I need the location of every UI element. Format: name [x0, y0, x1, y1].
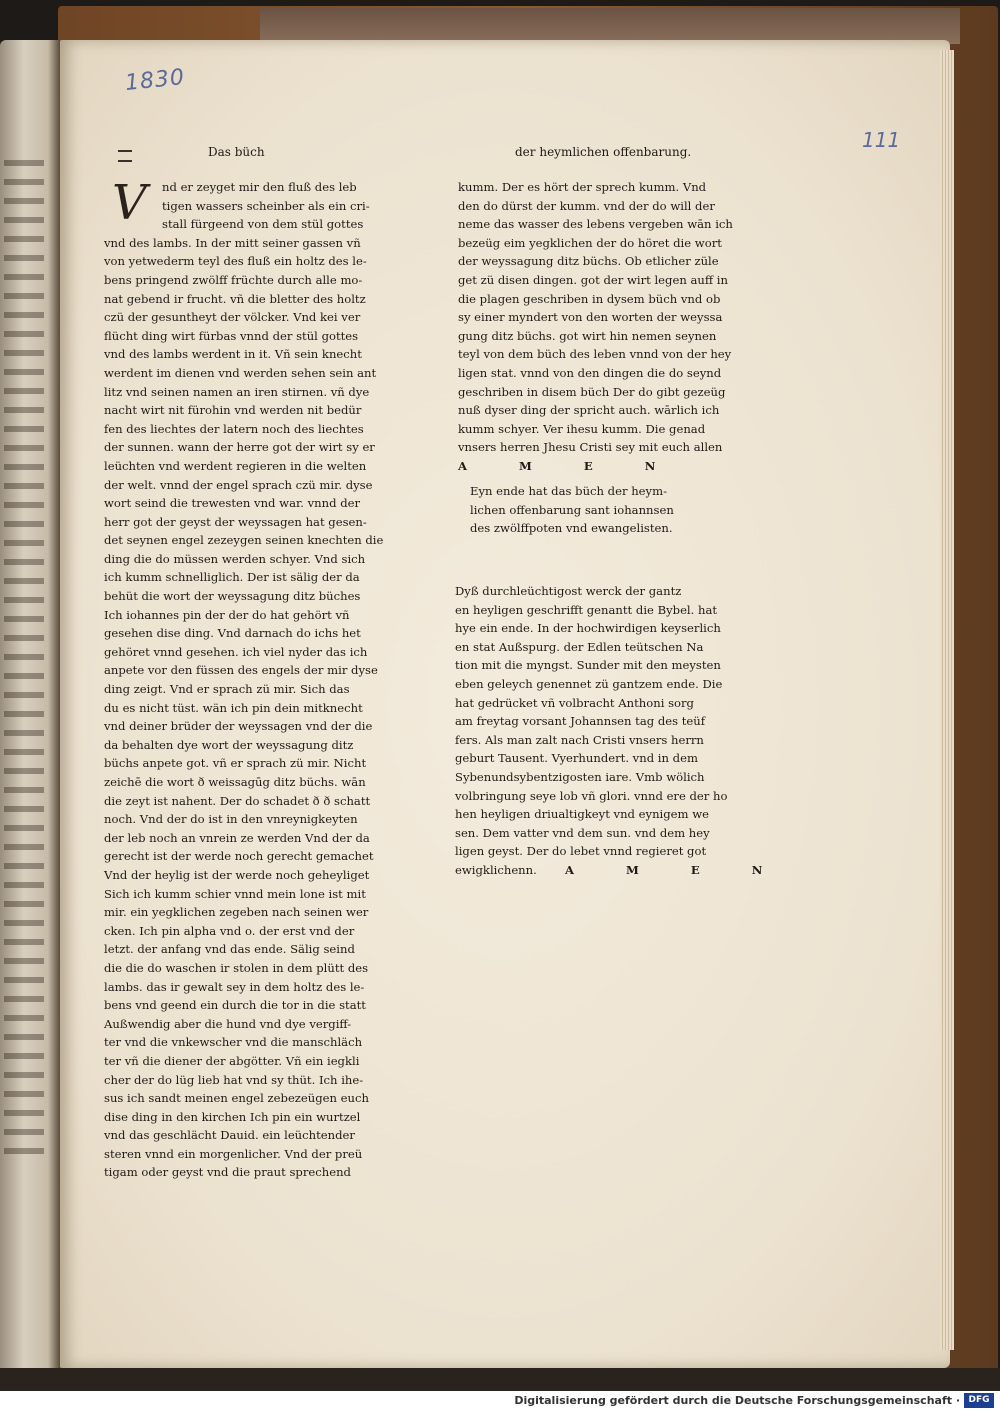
text-line: vnd des lambs werdent in it. Vñ sein knecht — [104, 347, 362, 362]
text-line: vnsers herren Jhesu Cristi sey mit euch allen — [458, 440, 723, 455]
text-line: en heyligen geschrifft genantt die Bybel. hat — [455, 602, 718, 617]
text-line: neme das wasser des lebens vergeben wān ich — [458, 217, 733, 232]
text-line: ewigklichenn. — [455, 862, 537, 877]
text-line: Ich iohannes pin der der do hat gehört vñ — [104, 607, 350, 622]
text-line: litz vnd seinen namen an iren stirnen. vñ dye — [104, 384, 370, 399]
pencil-shelfmark: 1830 — [123, 64, 187, 97]
text-line: gerecht ist der werde noch gerecht gemachet — [104, 849, 374, 864]
funding-credit: Digitalisierung gefördert durch die Deutsche Forschungsgemeinschaft · — [514, 1394, 960, 1407]
text-line: Sybenundsybentzigosten iare. Vmb wölich — [455, 769, 705, 784]
text-line: mir. ein yegklichen zegeben nach seinen wer — [104, 905, 369, 920]
text-line: ter vnd die vnkewscher vnd die manschläch — [104, 1035, 363, 1050]
text-line: ligen stat. vnnd von den dingen die do seynd — [458, 365, 722, 380]
text-line: vnd deiner brüder der weyssagen vnd der die — [104, 719, 373, 734]
text-line: herr got der geyst der weyssagen hat gesen- — [104, 514, 367, 529]
text-line: vnd das geschlächt Dauid. ein leüchtender — [104, 1128, 355, 1143]
text-line: die die do waschen ir stolen in dem plütt des — [104, 960, 369, 975]
text-line: fen des liechtes der latern noch des liechtes — [104, 421, 364, 436]
amen-line: A M E N — [458, 458, 680, 473]
text-line: eben geleych genennet zü gantzem ende. Die — [455, 676, 723, 691]
text-line: en stat Außspurg. der Edlen teütschen Na — [455, 639, 704, 654]
text-line: Außwendig aber die hund vnd dye vergiff- — [104, 1016, 352, 1031]
left-page-text-fragment — [4, 160, 44, 1160]
text-line: anpete vor den füssen des engels der mir dyse — [104, 663, 378, 678]
text-line: bens vnd geend ein durch die tor in die statt — [104, 998, 366, 1013]
text-line: gung ditz büchs. got wirt hin nemen seynen — [458, 328, 717, 343]
text-line: hye ein ende. In der hochwirdigen keyserlich — [455, 621, 721, 636]
footer-bar — [0, 1391, 1000, 1411]
text-line: büchs anpete got. vñ er sprach zü mir. Nicht — [104, 756, 367, 771]
text-line: die zeyt ist nahent. Der do schadet ð ð schatt — [104, 793, 371, 808]
text-line: tigen wassers scheinber als ein cri- — [162, 198, 370, 213]
text-line: geschriben in disem büch Der do gibt gezeüg — [458, 384, 726, 399]
text-line: zeichē die wort ð weissagūg ditz büchs. wān — [104, 775, 366, 789]
text-line: steren vnnd ein morgenlicher. Vnd der preü — [104, 1146, 363, 1161]
amen-line: A M E N — [565, 862, 787, 877]
text-line: nat gebend ir frucht. vñ die bletter des holtz — [104, 291, 366, 306]
text-line: geburt Tausent. Vyerhundert. vnd in dem — [455, 751, 698, 766]
text-line: kumm. Der es hört der sprech kumm. Vnd — [458, 180, 707, 194]
text-line: lambs. das ir gewalt sey in dem holtz des le- — [104, 979, 365, 994]
margin-dash — [118, 160, 132, 162]
left-page-edge — [0, 40, 60, 1380]
text-line: det seynen engel zezeygen seinen knechten die — [104, 533, 384, 548]
text-line: hat gedrücket vñ volbracht Anthoni sorg — [455, 695, 694, 710]
text-column-left — [104, 175, 384, 1182]
text-line: ding die do müssen werden schyer. Vnd sich — [104, 551, 366, 566]
text-line: volbringung seye lob vñ glori. vnnd ere der ho — [455, 788, 728, 803]
pencil-folio-number: 111 — [862, 128, 901, 152]
text-line: Sich ich kumm schier vnnd mein lone ist mit — [104, 886, 366, 901]
running-header-right: der heymlichen offenbarung. — [515, 145, 692, 159]
text-line: der sunnen. wann der herre got der wirt sy er — [104, 440, 375, 455]
text-line: hen heyligen driualtigkeyt vnd eynigem we — [455, 807, 709, 822]
text-column-right — [458, 178, 733, 476]
text-line: sus ich sandt meinen engel zebezeügen euch — [104, 1091, 369, 1106]
text-line: gesehen dise ding. Vnd darnach do ichs het — [104, 626, 361, 641]
dfg-logo: DFG — [964, 1393, 994, 1408]
cover-top-edge — [260, 8, 960, 44]
text-line: get zü disen dingen. got der wirt legen auff in — [458, 272, 728, 287]
text-line: noch. Vnd der do ist in den vnreynigkeyten — [104, 812, 358, 827]
text-line: Dyß durchleüchtigost werck der gantz — [455, 584, 682, 598]
text-line: den do dürst der kumm. vnd der do will der — [458, 198, 715, 213]
text-line: dise ding in den kirchen Ich pin ein wurtzel — [104, 1109, 361, 1124]
text-line: leüchten vnd werdent regieren in die welten — [104, 458, 367, 473]
colophon-end-of-book — [470, 482, 674, 538]
page-fore-edge — [940, 50, 954, 1350]
running-header-left: Das büch — [208, 145, 265, 159]
text-line: der welt. vnnd der engel sprach czü mir. dyse — [104, 477, 373, 492]
text-line: Vnd der heylig ist der werde noch geheyliget — [104, 867, 370, 882]
text-line: flücht ding wirt fürbas vnnd der stül gottes — [104, 328, 359, 343]
text-line: du es nicht tüst. wän ich pin dein mitknecht — [104, 700, 363, 715]
text-line: vnd des lambs. In der mitt seiner gassen vñ — [104, 235, 361, 250]
text-line: werdent im dienen vnd werden sehen sein ant — [104, 365, 377, 380]
text-line: des zwölffpoten vnd ewangelisten. — [470, 521, 673, 536]
text-line: bens pringend zwölff früchte durch alle mo- — [104, 272, 363, 287]
text-line: tion mit die myngst. Sunder mit den meysten — [455, 658, 721, 673]
text-line: ligen geyst. Der do lebet vnnd regieret got — [455, 844, 707, 859]
text-line: bezeüg eim yegklichen der do höret die wort — [458, 235, 722, 250]
text-line: letzt. der anfang vnd das ende. Sälig seind — [104, 942, 355, 957]
text-line: am freytag vorsant Johannsen tag des teüf — [455, 714, 706, 729]
text-line: ich kumm schnelliglich. Der ist sälig der da — [104, 570, 360, 585]
text-line: ter vñ die diener der abgötter. Vñ ein iegkli — [104, 1053, 360, 1068]
text-line: stall fürgeend von dem stül gottes — [162, 217, 364, 232]
text-line: fers. Als man zalt nach Cristi vnsers herrn — [455, 732, 704, 747]
text-line: da behalten dye wort der weyssagung ditz — [104, 737, 354, 752]
margin-dash — [118, 150, 132, 152]
text-line: tigam oder geyst vnd die praut sprechend — [104, 1165, 351, 1180]
text-line: Eyn ende hat das büch der heym- — [470, 484, 667, 498]
text-line: sy einer myndert von den worten der weyssa — [458, 310, 723, 325]
text-line: wort seind die trewesten vnd war. vnnd der — [104, 496, 361, 511]
text-line: nuß dyser ding der spricht auch. wārlich ich — [458, 403, 720, 418]
text-line: czü der gesuntheyt der völcker. Vnd kei ver — [104, 310, 361, 325]
text-line: von yetwederm teyl des fluß ein holtz des le- — [104, 254, 367, 269]
scan-background-bottom — [0, 1368, 1000, 1391]
text-line: nacht wirt nit fürohin vnd werden nit bedür — [104, 403, 362, 418]
text-line: behüt die wort der weyssagung ditz büches — [104, 589, 361, 604]
text-line: teyl von dem büch des leben vnnd von der hey — [458, 347, 732, 362]
text-line: gehöret vnnd gesehen. ich viel nyder das ich — [104, 644, 368, 659]
text-line: kumm schyer. Ver ihesu kumm. Die genad — [458, 421, 706, 436]
decorated-initial: V — [112, 175, 147, 231]
text-line: der weyssagung ditz büchs. Ob etlicher züle — [458, 254, 719, 269]
text-line: der leb noch an vnrein ze werden Vnd der da — [104, 830, 370, 845]
text-line: nd er zeyget mir den fluß des leb — [162, 180, 357, 194]
text-line: ding zeigt. Vnd er sprach zü mir. Sich das — [104, 682, 350, 697]
colophon-printer — [455, 582, 786, 880]
text-line: sen. Dem vatter vnd dem sun. vnd dem hey — [455, 825, 710, 840]
text-line: cken. Ich pin alpha vnd o. der erst vnd der — [104, 923, 355, 938]
text-line: cher der do lüg lieb hat vnd sy thüt. Ich ihe- — [104, 1072, 364, 1087]
text-line: lichen offenbarung sant iohannsen — [470, 502, 674, 517]
text-line: die plagen geschriben in dysem büch vnd ob — [458, 291, 721, 306]
